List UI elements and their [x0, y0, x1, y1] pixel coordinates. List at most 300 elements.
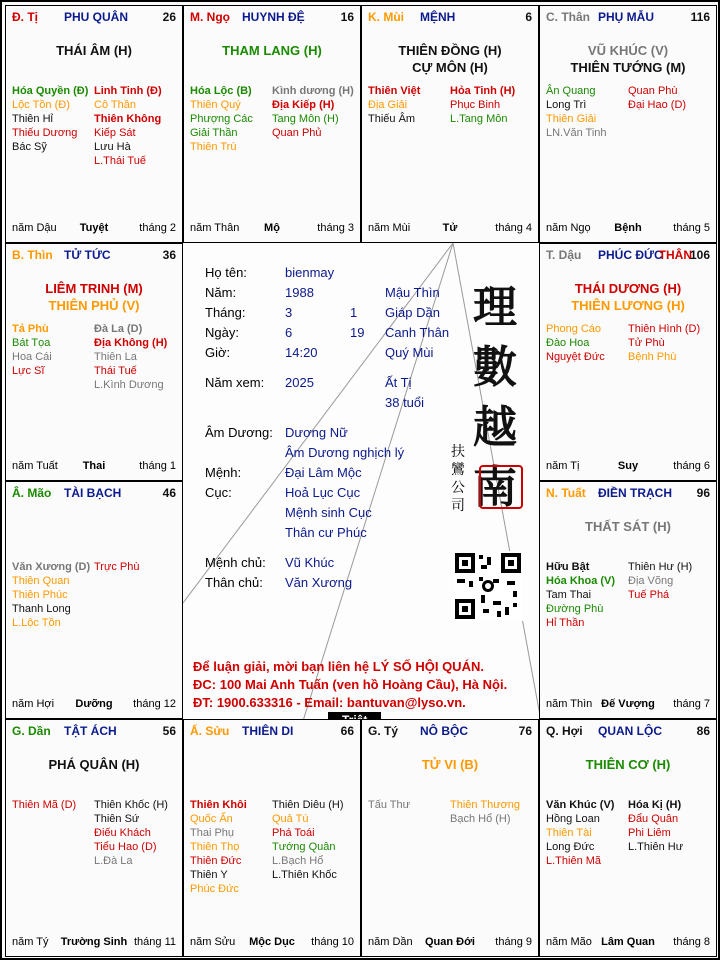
minor-star: L.Đà La: [94, 855, 133, 867]
life-stage: Lâm Quan: [601, 936, 655, 948]
center-info-panel: [183, 243, 541, 721]
palace-header: [368, 724, 532, 740]
minor-star: Thiên Hình (D): [628, 323, 701, 335]
palace-name: TỬ TỨC: [64, 248, 111, 262]
minor-star: Lưu Hà: [94, 141, 131, 153]
branch-label: C. Thân: [546, 10, 590, 24]
life-stage: Trường Sinh: [60, 936, 128, 948]
minor-stars-right: [450, 798, 532, 826]
main-star: THAM LANG (H): [222, 43, 322, 58]
main-stars: [540, 280, 716, 314]
main-star: THÁI ÂM (H): [56, 43, 132, 58]
minor-star: Bạch Hổ (H): [450, 813, 511, 825]
palace-header: [190, 724, 354, 740]
contact-line-1: Để luận giải, mời bạn liên hệ LÝ SỐ HỘI QUÁN.: [193, 659, 484, 674]
life-stage: Mộ: [264, 222, 280, 234]
minor-star: Thiên Hư (H): [628, 561, 693, 573]
minor-stars-right: [628, 560, 710, 630]
palace-header: [546, 248, 710, 264]
minor-star: Thái Tuế: [94, 365, 137, 377]
minor-star: Lộc Tồn (Đ): [12, 99, 70, 111]
main-star: PHÁ QUÂN (H): [48, 757, 140, 772]
hour-label: Giờ:: [205, 345, 231, 360]
minor-star: Phá Toái: [272, 827, 315, 839]
palace-name: PHỤ MẪU: [598, 10, 654, 24]
minor-star: Thiên Hỉ: [12, 113, 53, 125]
minor-star: Địa Không (H): [94, 337, 168, 349]
minor-star: Thiên Thương: [450, 799, 521, 811]
minor-star: Địa Võng: [628, 575, 674, 587]
year-value: 1988: [285, 285, 314, 300]
minor-stars-left: [546, 798, 628, 868]
palace-footer: [546, 698, 710, 712]
minor-star: Phúc Đức: [190, 883, 239, 895]
name-value: bienmay: [285, 265, 335, 280]
year-label: năm Dần: [368, 936, 413, 948]
palace-name: PHU QUÂN: [64, 10, 129, 24]
minor-star: Long Trì: [546, 99, 587, 111]
palace-number: 46: [162, 486, 176, 500]
minor-stars: [546, 84, 710, 140]
menhchu-label: Mệnh chủ:: [205, 555, 266, 570]
minor-star: Phong Cáo: [546, 323, 602, 335]
minor-stars-right: [94, 560, 176, 630]
calligraphy-char-3: 越: [473, 402, 517, 453]
minor-stars: [368, 798, 532, 826]
minor-star: Phục Binh: [450, 99, 501, 111]
minor-star: L.Thiên Hư: [628, 841, 684, 853]
palace-footer: [12, 460, 176, 474]
month-label: tháng 11: [133, 936, 176, 948]
branch-label: T. Dậu: [546, 248, 582, 262]
palace-cell-ngo[interactable]: [183, 5, 361, 243]
minor-star: Thiên Tài: [546, 827, 592, 839]
year-label: năm Tuất: [12, 460, 58, 472]
minor-star: Thai Phụ: [190, 827, 235, 839]
palace-number: 116: [690, 10, 710, 24]
palace-number: 6: [525, 10, 532, 24]
minor-star: Hóa Quyền (Đ): [12, 85, 89, 97]
minor-star: Nguyệt Đức: [546, 351, 605, 363]
palace-header: [12, 248, 176, 264]
main-star: LIÊM TRINH (M): [45, 281, 143, 296]
minor-star: Tam Thai: [546, 589, 592, 601]
minor-star: Quan Phủ: [272, 127, 322, 139]
year-label: năm Sửu: [190, 936, 236, 948]
minor-star: Điếu Khách: [94, 827, 151, 839]
red-seal-stamp: [479, 465, 523, 509]
minor-star: L.Thái Tuế: [94, 155, 146, 167]
age-value: 38 tuổi: [385, 395, 425, 410]
minor-stars-right: [94, 84, 176, 168]
minor-star: L.Tang Môn: [450, 113, 508, 125]
minor-star: Giải Thần: [190, 127, 238, 139]
minor-star: L.Thiên Mã: [546, 855, 602, 867]
seal-char: 司: [451, 498, 465, 514]
minor-star: Địa Giải: [368, 99, 408, 111]
amduong-value: Dương Nữ: [285, 425, 348, 440]
month-label: tháng 4: [495, 222, 532, 234]
main-star: THIÊN ĐỒNG (H): [398, 43, 502, 58]
minor-star: Tấu Thư: [368, 799, 411, 811]
view-year-label: Năm xem:: [205, 375, 265, 390]
main-star: VŨ KHÚC (V): [587, 43, 669, 58]
minor-star: Thiên Không: [94, 113, 162, 125]
seal-char: 公: [451, 480, 465, 496]
main-stars: [362, 42, 538, 76]
minor-star: Thiên Quan: [12, 575, 70, 587]
palace-footer: [12, 698, 176, 712]
palace-footer: [12, 936, 176, 950]
minor-stars-right: [628, 84, 710, 140]
minor-stars-left: [12, 322, 94, 392]
menh-value: Đại Lâm Mộc: [285, 465, 362, 480]
year-can: Mậu Thìn: [385, 285, 440, 300]
palace-header: [368, 10, 532, 26]
year-label: Năm:: [205, 285, 237, 300]
calligraphy-char-4: 南: [473, 462, 517, 513]
amduong-label: Âm Dương:: [205, 425, 273, 440]
minor-star: Thiên Sứ: [94, 813, 140, 825]
minor-star: Hữu Bật: [546, 561, 590, 573]
year-label: năm Tý: [12, 936, 49, 948]
seal-char: 扶: [451, 444, 465, 460]
minor-stars: [368, 84, 532, 126]
branch-label: B. Thìn: [12, 248, 53, 262]
month-label: tháng 10: [311, 936, 354, 948]
palace-header: [190, 10, 354, 26]
hour-can: Quý Mùi: [385, 345, 434, 360]
palace-cell-mui[interactable]: [361, 5, 539, 243]
minor-star: Đại Hao (D): [628, 99, 687, 111]
palace-header: [12, 724, 176, 740]
palace-footer: [546, 460, 710, 474]
life-stage: Dưỡng: [75, 698, 113, 710]
minor-stars-right: [450, 84, 532, 126]
minor-stars: [190, 84, 354, 154]
minor-star: L.Kình Dương: [94, 379, 164, 391]
minor-star: Long Đức: [546, 841, 595, 853]
minor-star: Hóa Khoa (V): [546, 575, 616, 587]
palace-header: [12, 10, 176, 26]
minor-star: Đà La (D): [94, 323, 143, 335]
palace-name: PHÚC ĐỨC: [598, 248, 663, 262]
day-lunar: 19: [350, 325, 365, 340]
main-star: THIÊN TƯỚNG (M): [570, 60, 686, 75]
minor-stars: [12, 84, 176, 168]
palace-number: 56: [162, 724, 176, 738]
minor-star: Thiên Quý: [190, 99, 241, 111]
minor-star: Kình dương (H): [272, 85, 354, 97]
thanchu-label: Thân chủ:: [205, 575, 263, 590]
minor-star: Đẩu Quân: [628, 813, 679, 825]
minor-star: Bác Sỹ: [12, 141, 47, 153]
day-value: 6: [285, 325, 293, 340]
minor-stars-left: [12, 84, 94, 168]
minor-star: Kiếp Sát: [94, 127, 136, 139]
palace-footer: [368, 936, 532, 950]
contact-line-2: ĐC: 100 Mai Anh Tuấn (ven hồ Hoàng Cầu), Hà Nội.: [193, 677, 508, 692]
year-label: năm Thìn: [546, 698, 593, 710]
minor-star: Linh Tinh (Đ): [94, 85, 162, 97]
main-stars: [6, 756, 182, 773]
minor-star: Văn Xương (D): [12, 561, 91, 573]
minor-star: Tuế Phá: [628, 589, 670, 601]
minor-star: Thiên Giải: [546, 113, 597, 125]
palace-number: 76: [518, 724, 532, 738]
main-stars: [362, 756, 538, 773]
cuc-value: Hoả Lục Cục: [285, 485, 361, 500]
palace-name: TẬT ÁCH: [64, 724, 117, 738]
main-stars: [184, 42, 360, 59]
palace-cell-ti[interactable]: [5, 5, 183, 243]
month-label: tháng 8: [673, 936, 710, 948]
palace-header: [546, 10, 710, 26]
branch-label: Â. Mão: [12, 486, 52, 500]
minor-star: L.Bạch Hổ: [272, 855, 324, 867]
palace-footer: [546, 936, 710, 950]
minor-star: Thiên Việt: [368, 85, 421, 97]
name-label: Họ tên:: [205, 265, 247, 280]
seal-char: 鸞: [451, 462, 465, 478]
palace-number: 66: [340, 724, 354, 738]
main-star: THẤT SÁT (H): [585, 519, 671, 534]
minor-star: Tướng Quân: [272, 841, 336, 853]
palace-footer: [368, 222, 532, 236]
palace-number: 86: [696, 724, 710, 738]
amduong-value-2: Âm Dương nghịch lý: [285, 445, 405, 460]
month-label: Tháng:: [205, 305, 246, 320]
year-label: năm Mão: [546, 936, 592, 948]
minor-star: Bát Tọa: [12, 337, 51, 349]
main-stars: [540, 756, 716, 773]
minor-star: Hồng Loan: [546, 813, 600, 825]
minor-stars-right: [628, 798, 710, 868]
minor-stars-right: [94, 798, 176, 868]
minor-star: Thanh Long: [12, 603, 71, 615]
minor-star: Thiếu Âm: [368, 113, 416, 125]
palace-cell-mao[interactable]: [5, 481, 183, 719]
branch-label: N. Tuất: [546, 486, 586, 500]
palace-cell-tuat[interactable]: [539, 481, 717, 719]
year-label: năm Mùi: [368, 222, 411, 234]
minor-star: Hóa Lộc (B): [190, 85, 252, 97]
minor-stars-right: [272, 84, 354, 154]
minor-star: Thiên Phúc: [12, 589, 68, 601]
minor-star: Ân Quang: [546, 85, 596, 97]
palace-cell-dan[interactable]: [5, 719, 183, 957]
main-stars: [6, 280, 182, 314]
minor-star: Quả Tú: [272, 813, 309, 825]
cuc-label: Cục:: [205, 485, 232, 500]
branch-label: Q. Hợi: [546, 724, 583, 738]
palace-header: [546, 724, 710, 740]
branch-label: G. Tý: [368, 724, 399, 738]
branch-label: M. Ngọ: [190, 10, 230, 24]
palace-name: QUAN LỘC: [598, 724, 662, 738]
minor-star: Văn Khúc (V): [546, 799, 615, 811]
palace-number: 16: [340, 10, 354, 24]
main-star: THIÊN PHỦ (V): [48, 298, 140, 313]
palace-cell-than[interactable]: [539, 5, 717, 243]
minor-star: Hóa Kị (H): [628, 799, 682, 811]
minor-stars: [12, 560, 176, 630]
minor-stars-left: [12, 560, 94, 630]
minor-star: Cô Thần: [94, 99, 136, 111]
minor-star: Trực Phù: [94, 561, 140, 573]
minor-stars: [12, 322, 176, 392]
palace-cell-thin[interactable]: [5, 243, 183, 481]
contact-line-3: ĐT: 1900.633316 - Email: bantuvan@lyso.vn.: [193, 695, 466, 710]
life-stage: Tử: [442, 222, 458, 234]
palace-cell-suu[interactable]: [183, 719, 361, 957]
minor-star: Thiên Trù: [190, 141, 237, 153]
palace-name: NÔ BỘC: [420, 724, 468, 738]
main-stars: [540, 518, 716, 535]
branch-label: Ấ. Sửu: [190, 724, 230, 738]
month-label: tháng 6: [673, 460, 710, 472]
minor-star: Thiên Diêu (H): [272, 799, 344, 811]
minor-stars-right: [94, 322, 176, 392]
menh-label: Mệnh:: [205, 465, 242, 480]
month-label: tháng 12: [133, 698, 176, 710]
minor-star: Thiên Khôi: [190, 799, 247, 811]
palace-number: 26: [162, 10, 176, 24]
life-stage: Suy: [617, 460, 639, 472]
view-year-can: Ất Tị: [385, 375, 412, 390]
month-label: tháng 1: [139, 460, 176, 472]
year-label: năm Thân: [190, 222, 240, 234]
minor-stars-left: [368, 798, 450, 826]
life-stage: Bệnh: [614, 222, 642, 234]
minor-star: Hỉ Thần: [546, 617, 585, 629]
cuc-value-3: Thân cư Phúc: [285, 525, 367, 540]
calligraphy-char-2: 數: [473, 342, 517, 393]
than-marker: THÂN: [658, 248, 692, 262]
main-star: THÁI DƯƠNG (H): [574, 281, 682, 296]
life-stage: Quan Đới: [425, 936, 475, 948]
palace-footer: [190, 222, 354, 236]
palace-cell-hoi[interactable]: [539, 719, 717, 957]
minor-star: L.Lộc Tồn: [12, 617, 61, 629]
palace-number: 96: [696, 486, 710, 500]
minor-star: Thiên Y: [190, 869, 228, 881]
palace-header: [546, 486, 710, 502]
branch-label: K. Mùi: [368, 10, 404, 24]
main-star: TỬ VI (B): [421, 757, 479, 772]
minor-stars-left: [190, 798, 272, 896]
view-year-value: 2025: [285, 375, 314, 390]
palace-name: HUYNH ĐỆ: [242, 10, 305, 24]
year-label: năm Tị: [546, 460, 580, 472]
hour-value: 14:20: [285, 345, 318, 360]
minor-stars: [190, 798, 354, 896]
palace-cell-ty[interactable]: [361, 719, 539, 957]
life-stage: Thai: [82, 460, 106, 472]
minor-star: Đường Phù: [546, 603, 604, 615]
life-stage: Tuyệt: [79, 222, 109, 234]
minor-stars-left: [190, 84, 272, 154]
minor-star: L.Thiên Khốc: [272, 869, 337, 881]
minor-star: Thiên Đức: [190, 855, 242, 867]
life-stage: Đế Vượng: [601, 698, 655, 710]
palace-number: 36: [162, 248, 176, 262]
minor-stars: [546, 322, 710, 364]
minor-stars-left: [546, 322, 628, 364]
minor-star: Quan Phù: [628, 85, 678, 97]
branch-label: Đ. Tị: [12, 10, 38, 24]
minor-stars-left: [546, 560, 628, 630]
minor-star: Thiên Thọ: [190, 841, 240, 853]
minor-star: Hoa Cái: [12, 351, 52, 363]
minor-star: Bệnh Phù: [628, 351, 677, 363]
month-can: Giáp Dần: [385, 305, 440, 320]
minor-star: LN.Văn Tinh: [546, 127, 607, 139]
minor-stars-left: [546, 84, 628, 140]
palace-name: TÀI BẠCH: [64, 486, 122, 500]
minor-star: Thiên La: [94, 351, 137, 363]
month-label: tháng 7: [673, 698, 710, 710]
minor-star: Tiểu Hao (D): [94, 841, 157, 853]
main-star: THIÊN CƠ (H): [585, 757, 671, 772]
minor-star: Đào Hoa: [546, 337, 590, 349]
minor-star: Lực Sĩ: [12, 365, 45, 377]
minor-star: Tử Phù: [628, 337, 665, 349]
main-star: CỰ MÔN (H): [412, 60, 488, 75]
minor-stars: [12, 798, 176, 868]
minor-star: Quốc Ấn: [190, 813, 233, 825]
branch-label: G. Dần: [12, 724, 51, 738]
minor-star: Thiếu Dương: [12, 127, 78, 139]
month-value: 3: [285, 305, 293, 320]
minor-star: Phi Liêm: [628, 827, 671, 839]
menhchu-value: Vũ Khúc: [285, 555, 335, 570]
minor-star: Địa Kiếp (H): [272, 99, 335, 111]
palace-number: 106: [689, 248, 710, 262]
minor-stars-left: [12, 798, 94, 868]
year-label: năm Ngọ: [546, 222, 591, 234]
minor-stars-left: [368, 84, 450, 126]
minor-stars-right: [272, 798, 354, 896]
cuc-value-2: Mệnh sinh Cục: [285, 505, 372, 520]
qr-code[interactable]: [453, 551, 523, 621]
palace-footer: [546, 222, 710, 236]
year-label: năm Hợi: [12, 698, 55, 710]
palace-name: MỆNH: [420, 10, 456, 24]
month-label: tháng 5: [673, 222, 710, 234]
minor-star: Thiên Khốc (H): [94, 799, 168, 811]
minor-star: Hỏa Tinh (H): [450, 85, 516, 97]
palace-footer: [190, 936, 354, 950]
minor-star: Tả Phù: [12, 323, 49, 335]
main-stars: [6, 42, 182, 59]
year-label: năm Dậu: [12, 222, 57, 234]
day-label: Ngày:: [205, 325, 239, 340]
minor-star: Tang Môn (H): [272, 113, 339, 125]
minor-star: Phượng Các: [190, 113, 253, 125]
seal-text: [451, 443, 467, 515]
main-stars: [540, 42, 716, 76]
minor-stars: [546, 560, 710, 630]
month-label: tháng 9: [495, 936, 532, 948]
palace-header: [12, 486, 176, 502]
day-can: Canh Thân: [385, 325, 450, 340]
minor-stars: [546, 798, 710, 868]
palace-cell-dau[interactable]: [539, 243, 717, 481]
thanchu-value: Văn Xương: [285, 575, 353, 590]
month-label: tháng 2: [139, 222, 176, 234]
month-lunar: 1: [350, 305, 358, 320]
